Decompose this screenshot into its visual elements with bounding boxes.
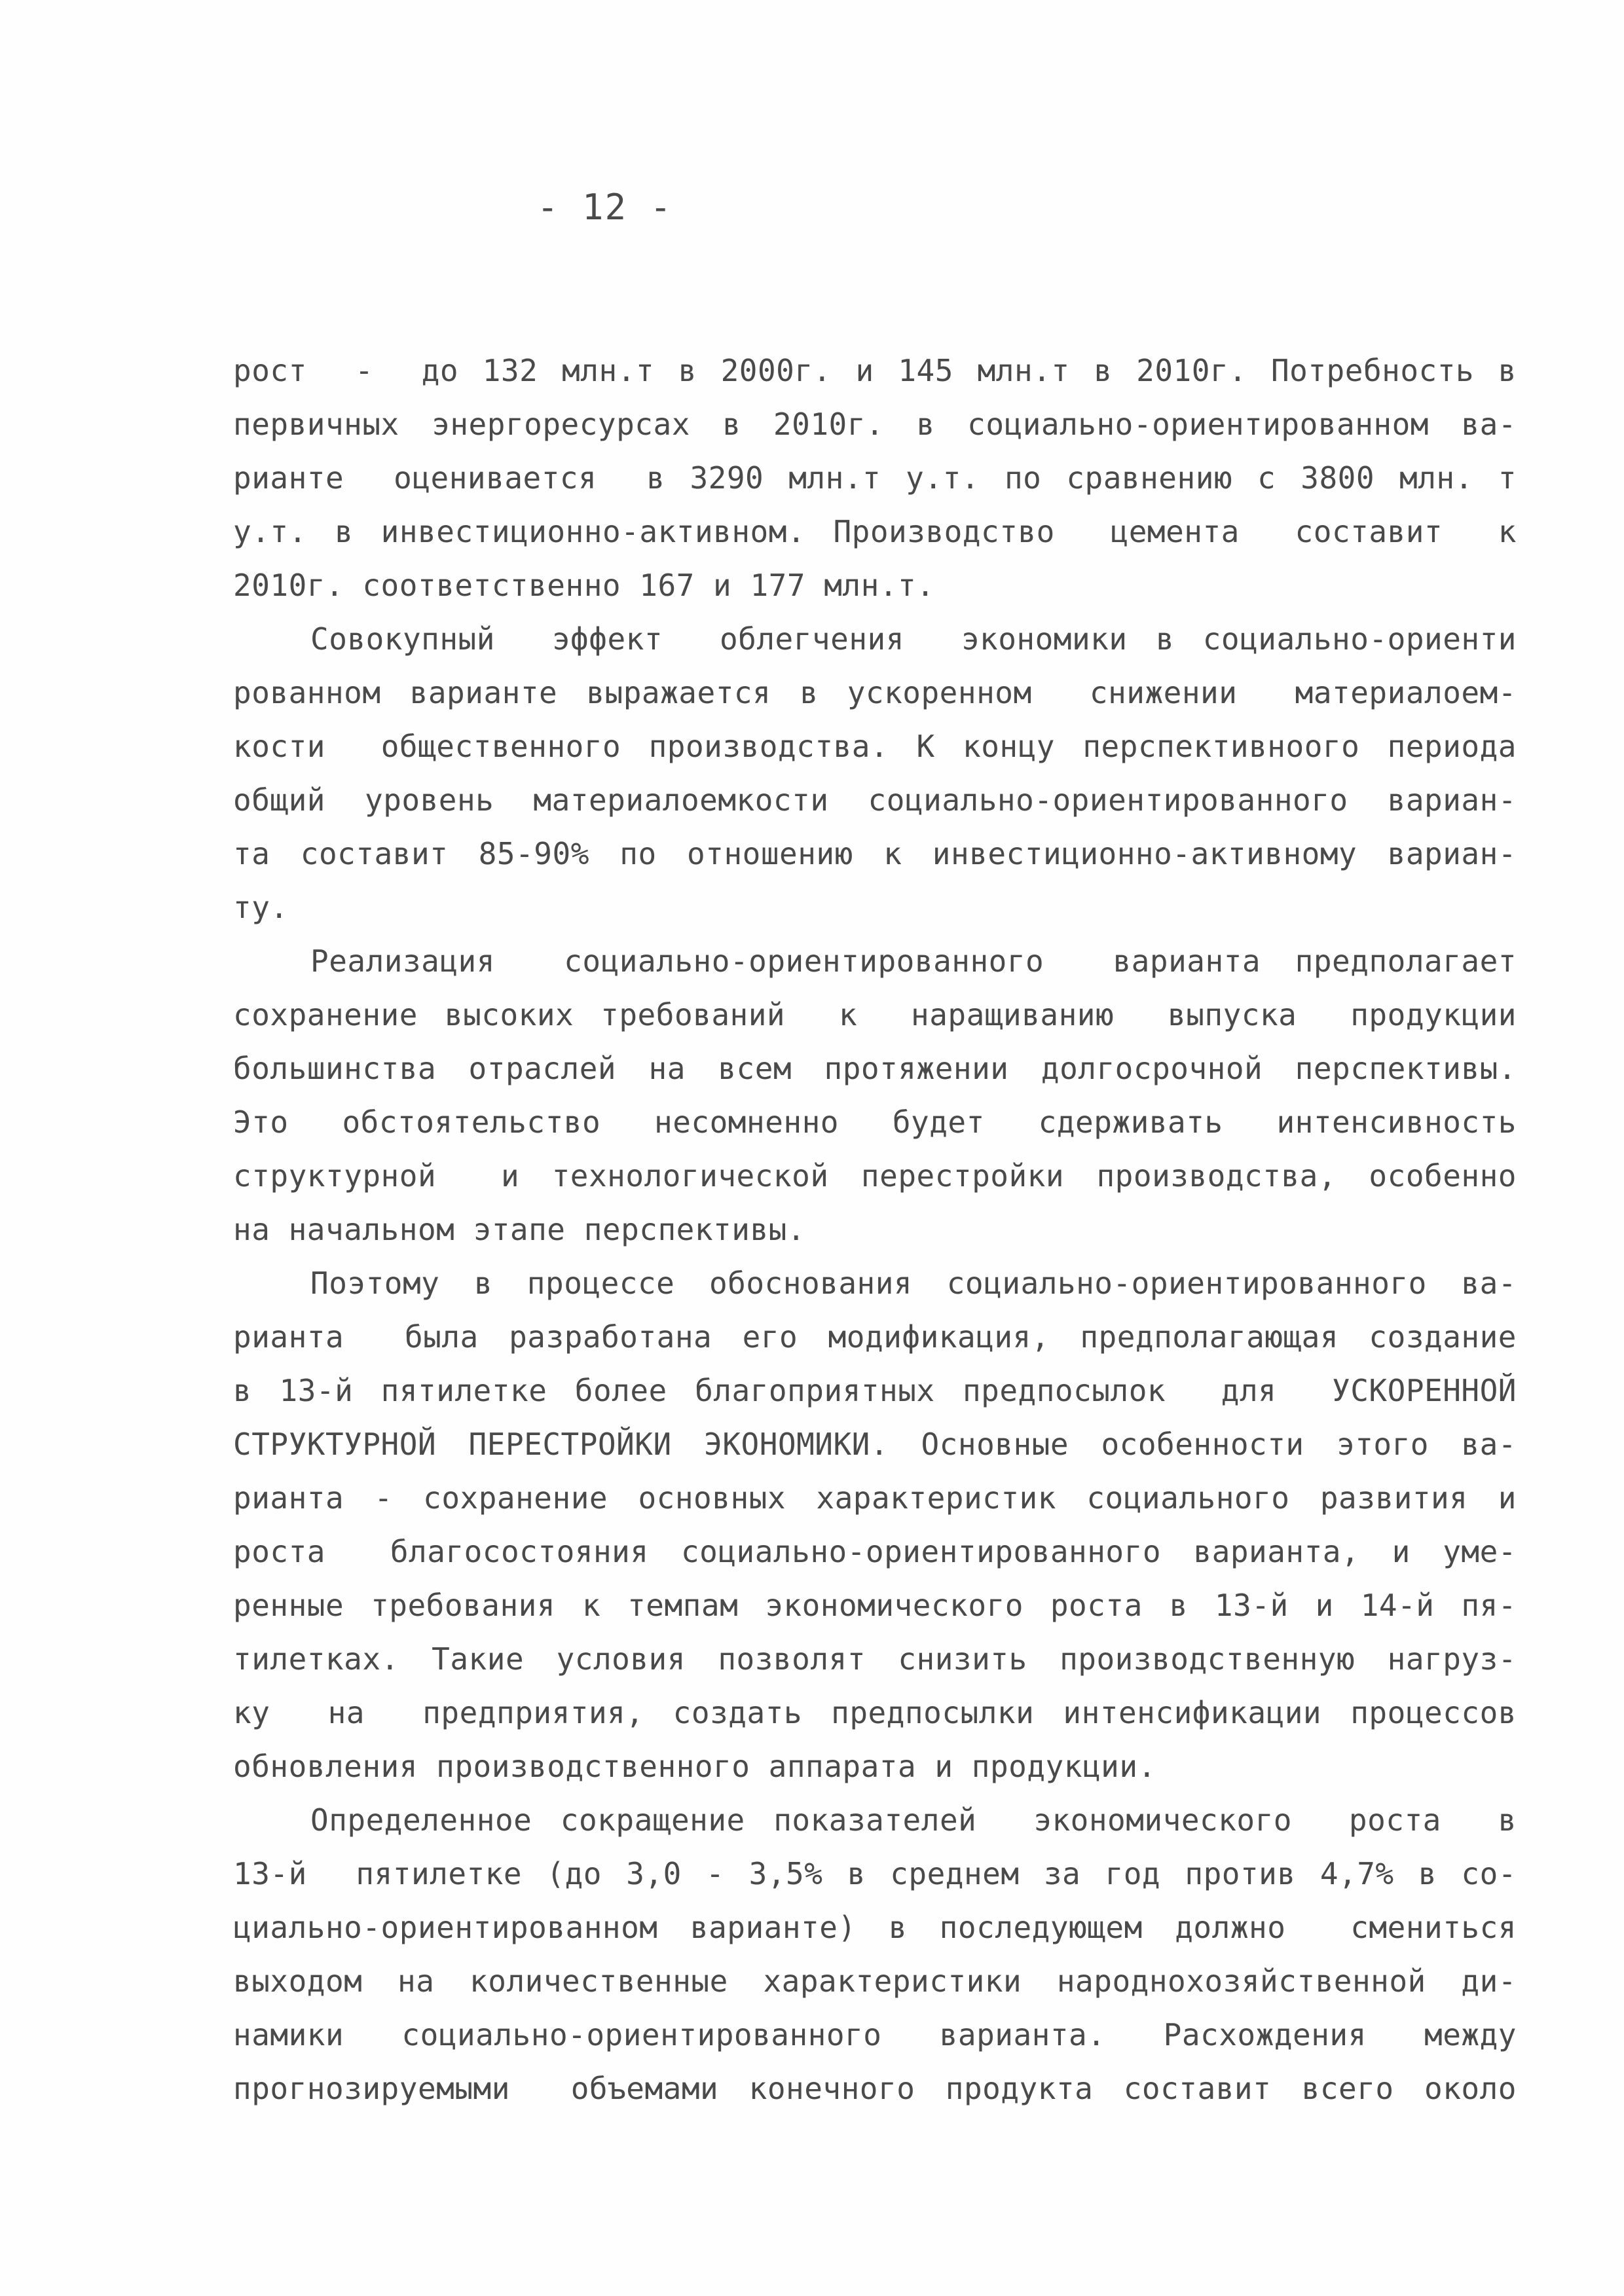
text-line: тилетках. Такие условия позволят снизить производственную нагруз- (233, 1641, 1517, 1677)
text-line: рост - до 132 млн.т в 2000г. и 145 млн.т в 2010г. Потребность в (233, 353, 1517, 388)
text-line: большинства отраслей на всем протяжении долгосрочной перспективы. (233, 1051, 1517, 1086)
paragraph-first-line: Поэтому в процессе обоснования социально-ориентированного ва- (310, 1266, 1517, 1301)
text-line: на начальном этапе перспективы. (233, 1212, 806, 1247)
text-line: первичных энергоресурсах в 2010г. в социально-ориентированном ва- (233, 407, 1517, 442)
paragraph-first-line: Определенное сокращение показателей экономического роста в (310, 1802, 1517, 1838)
text-line: структурной и технологической перестройки производства, особенно (233, 1158, 1517, 1194)
text-line: рованном варианте выражается в ускоренном снижении материалоем- (233, 675, 1517, 710)
text-line: кости общественного производства. К концу перспективноого периода (233, 729, 1517, 764)
text-line: рианта была разработана его модификация, предполагающая создание (233, 1319, 1517, 1355)
page-number: - 12 - (537, 187, 673, 228)
text-line: общий уровень материалоемкости социально-ориентированного вариан- (233, 782, 1517, 818)
text-line: обновления производственного аппарата и продукции. (233, 1749, 1156, 1784)
text-line: 13-й пятилетке (до 3,0 - 3,5% в среднем за год против 4,7% в со- (233, 1856, 1517, 1891)
text-line: ту. (233, 890, 289, 925)
text-line: в 13-й пятилетке более благоприятных предпосылок для УСКОРЕННОЙ (233, 1373, 1517, 1408)
text-line: та составит 85-90% по отношению к инвестиционно-активному вариан- (233, 836, 1517, 871)
text-line: выходом на количественные характеристики народнохозяйственной ди- (233, 1963, 1517, 1999)
text-line: циально-ориентированном варианте) в последующем должно смениться (233, 1910, 1517, 1945)
text-line: ку на предприятия, создать предпосылки интенсификации процессов (233, 1695, 1517, 1730)
text-line: роста благосостояния социально-ориентированного варианта, и уме- (233, 1534, 1517, 1569)
paragraph-first-line: Совокупный эффект облегчения экономики в социально-ориенти (310, 621, 1517, 657)
text-line: рианте оценивается в 3290 млн.т у.т. по сравнению с 3800 млн. т (233, 460, 1517, 496)
text-line: сохранение высоких требований к наращиванию выпуска продукции (233, 997, 1517, 1032)
text-line: ренные требования к темпам экономического роста в 13-й и 14-й пя- (233, 1588, 1517, 1623)
text-line: у.т. в инвестиционно-активном. Производство цемента составит к (233, 514, 1517, 549)
text-line: прогнозируемыми объемами конечного продукта составит всего около (233, 2071, 1517, 2106)
paragraph-first-line: Реализация социально-ориентированного варианта предполагает (310, 943, 1517, 979)
text-line: рианта - сохранение основных характеристик социального развития и (233, 1480, 1517, 1516)
text-line: 2010г. соответственно 167 и 177 млн.т. (233, 568, 935, 603)
text-line: намики социально-ориентированного варианта. Расхождения между (233, 2017, 1517, 2052)
text-line: Это обстоятельство несомненно будет сдерживать интенсивность (233, 1104, 1517, 1140)
body-text (233, 344, 1517, 2115)
text-line: СТРУКТУРНОЙ ПЕРЕСТРОЙКИ ЭКОНОМИКИ. Основные особенности этого ва- (233, 1427, 1517, 1462)
